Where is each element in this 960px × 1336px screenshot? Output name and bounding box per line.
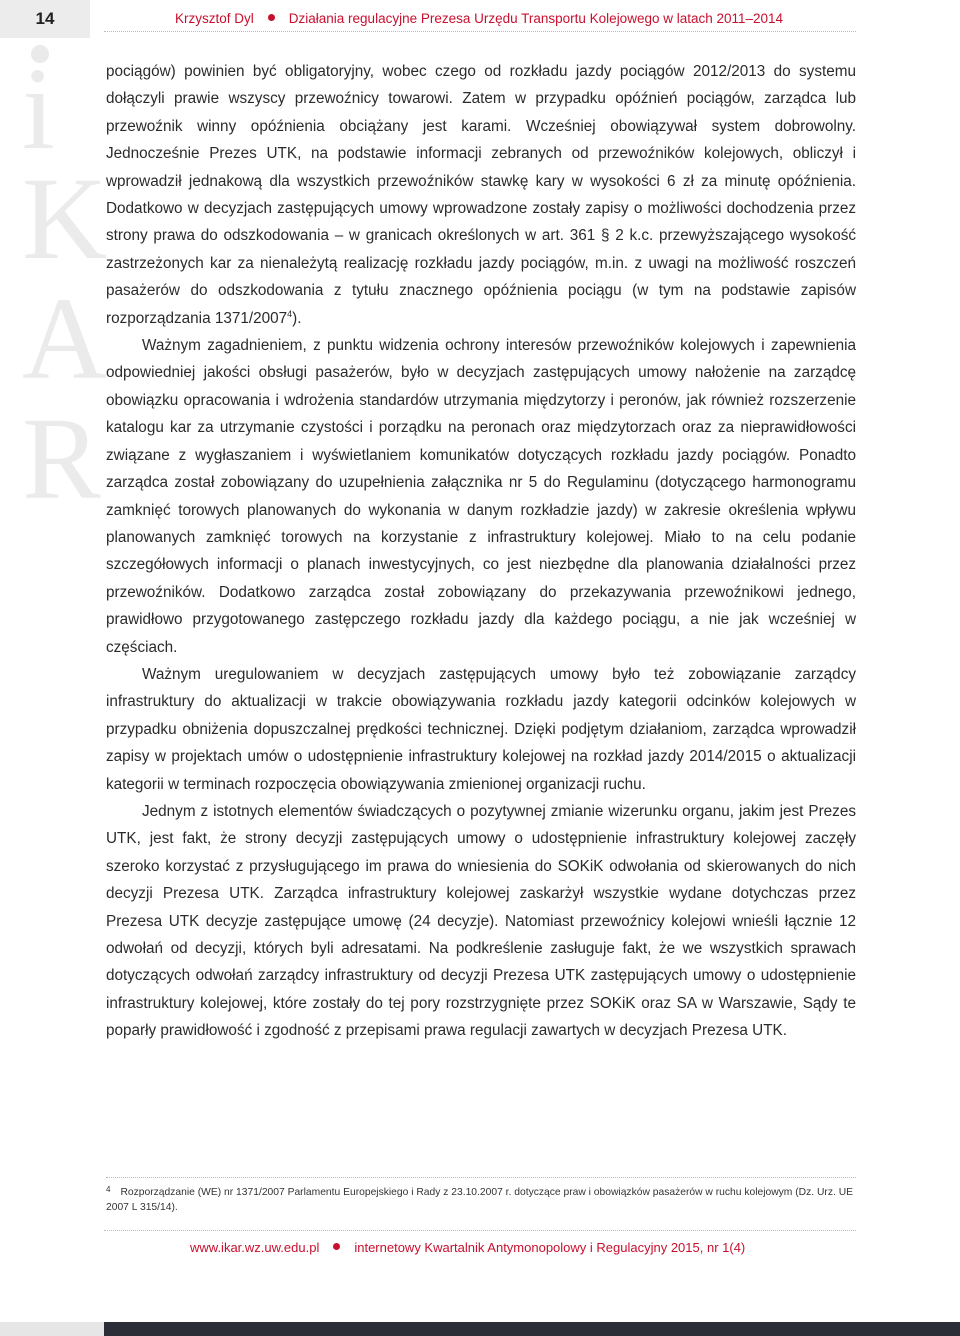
footnote-text: Rozporządzanie (WE) nr 1371/2007 Parlamentu Europejskiego i Rady z 23.10.2007 r. dotyczące praw i obowiązków pasażerów w ruchu kolejowym (Dz. Urz. UE 2007 L 315/14). [106, 1187, 854, 1213]
footnote-ref[interactable]: 4 [287, 308, 293, 319]
header-title: Działania regulacyjne Prezesa Urzędu Transportu Kolejowego w latach 2011–2014 [288, 11, 784, 26]
article-body [106, 58, 856, 1045]
sidebar-letter-a: A [22, 273, 108, 404]
bottom-bar-dark [104, 1322, 960, 1336]
sidebar-letter-i: i [22, 43, 55, 174]
paragraph-1 [106, 58, 856, 332]
header-divider [104, 31, 856, 32]
footer-journal: internetowy Kwartalnik Antymonopolowy i Regulacyjny 2015, nr 1(4) [354, 1240, 746, 1255]
footnote-divider [106, 1177, 856, 1178]
paragraph-1-end: ). [292, 309, 302, 327]
page-number: 14 [35, 9, 55, 28]
footer-divider [104, 1230, 856, 1231]
footnote [106, 1183, 856, 1215]
paragraph-3: Ważnym uregulowaniem w decyzjach zastępujących umowy było też zobowiązanie zarządcy infrastruktury do aktualizacji w trakcie obowiązywania rozkładu jazdy kategorii odcinków kolejowych w przypadku obniżenia dopuszczalnej prędkości technicznej. Dzięki podjętym działaniom, zarządca wprowadził zapisy w projektach umów o udostępnienie infrastruktury kolejowej na rozkład jazdy 2014/2015 o aktualizacji kategorii w terminach rozpoczęcia obowiązywania zmienionej organizacji ruchu. [106, 665, 856, 793]
paragraph-4: Jednym z istotnych elementów świadczących o pozytywnej zmianie wizerunku organu, jakim jest Prezes UTK, jest fakt, że strony decyzji zastępujących umowy o udostępnienie infrastruktury kolejowej zaczęły szeroko korzystać z przysługującego im prawa do wniesienia do SOKiK odwołania od skierowanych do nich decyzji Prezesa UTK. Zarządca infrastruktury kolejowej zaskarżył wszystkie wydane dotychczas przez Prezesa UTK decyzje zastępujące umowę (24 decyzje). Natomiast przewoźnicy kolejowi wnieśli łącznie 12 odwołań od decyzji, których byli adresatami. Na podkreślenie zasługuje fakt, że we wszystkich sprawach dotyczących odwołań zarządcy infrastruktury od decyzji Prezesa UTK zastępujących umowy o udostępnienie infrastruktury kolejowej, które zostały do tej pory rozstrzygnięte przez SOKiK oraz SA w Warszawie, Sądy te poparły prawidłowość i zgodność z przepisami prawa regulacji zawartych w decyzjach Prezesa UTK. [106, 802, 856, 1040]
paragraph-2: Ważnym zagadnieniem, z punktu widzenia ochrony interesów przewoźników kolejowych i zapewnienia odpowiedniej jakości obsługi pasażerów, było w decyzjach zastępujących umowy nałożenie na zarządcę obowiązku opracowania i wdrożenia standardów utrzymania międzytorzy i peronów, jak również rozszerzenie katalogu kar za utrzymanie czystości i porządku na peronach oraz międzytorzach oraz za nieprawidłowości związane z wygłaszaniem i wyświetlaniem komunikatów dotyczących rozkładu jazdy pociągów. Ponadto zarządca został zobowiązany do uzupełnienia załącznika nr 5 do Regulaminu (dotyczącego harmonogramu zamknięć torowych planowanych do wykonania w danym rozkładzie jazdy) w zakresie określenia wpływu planowanych zamknięć torowych na korzystanie z infrastruktury kolejowej. Miało to na celu podanie szczegółowych informacji o planach inwestycyjnych, co jest niezbędne dla planowania działalności przez przewoźników. Dodatkowo zarządca został zobowiązany do przekazywania przewoźnikowi jednego, prawidłowo przygotowanego zastępczego rozkładu jazdy dla każdego pociągu, a nie jak wcześniej w częściach. [106, 337, 856, 656]
bullet-dot-icon [333, 1243, 340, 1250]
running-header [175, 11, 783, 26]
header-author: Krzysztof Dyl [175, 11, 254, 26]
footnote-mark: 4 [106, 1185, 111, 1194]
page-footer [190, 1240, 745, 1255]
paragraph-1-text: pociągów) powinien być obligatoryjny, wobec czego od rozkładu jazdy pociągów 2012/2013 do systemu dołączyli prawie wszyscy przewoźnicy towarowi. Zatem w przypadku opóźnień pociągów, zarządca lub przewoźnik winny opóźnienia obciążany jest karami. Wcześniej obowiązywał system dobrowolny. Jednocześnie Prezes UTK, na podstawie informacji zebranych od przewoźników kolejowych, obliczył i wprowadził jednakową dla wszystkich przewoźników stawkę kary w wysokości 6 zł za minutę opóźnienia. Dodatkowo w decyzjach zastępujących umowy wprowadzone zostały zapisy o możliwości dochodzenia przez strony prawa do odszkodowania – w granicach określonych w art. 361 § 2 k.c. przewyższającego wysokość zastrzeżonych kar za nienależytą realizację rozkładu jazdy pociągów, m.in. z uwagi na możliwość roszczeń pasażerów do odszkodowania z tytułu znacznego opóźnienia pociągu (w tym na podstawie zapisów rozporządzania 1371/2007 [106, 63, 856, 327]
sidebar-letter-k: K [22, 153, 108, 284]
bullet-dot-icon [268, 14, 275, 21]
sidebar-letter-r: R [22, 393, 101, 524]
footer-url[interactable]: www.ikar.wz.uw.edu.pl [190, 1240, 320, 1255]
